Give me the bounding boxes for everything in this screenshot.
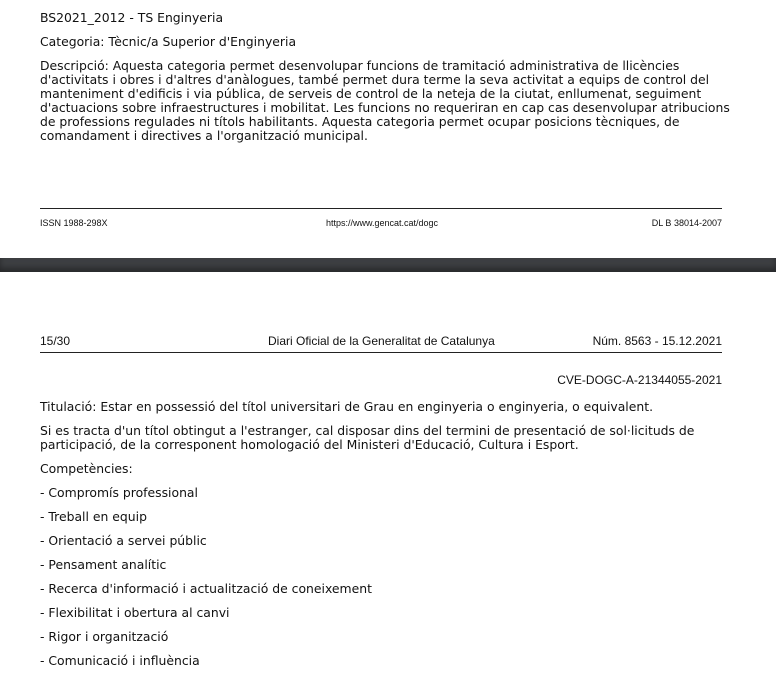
competency-item: - Treball en equip [40,509,147,524]
description-line: d'actuacions sobre infraestructures i mobilitat. Les funcions no requeriran en cap cas desenvolupar atribucions [40,100,730,116]
page-separator [0,258,776,272]
document-page-bottom [0,272,776,676]
category-line: Categoria: Tècnic/a Superior d'Enginyeria [40,34,297,49]
competency-item: - Pensament analític [40,557,167,572]
foreign-title-line: participació, de la corresponent homologació del Ministeri d'Educació, Cultura i Esport. [40,437,579,453]
description-line: d'activitats i obres i d'altres d'anàlogues, també permet dura terme la seva activitat a equips de control del [40,72,710,88]
footer-legal-deposit: DL B 38014-2007 [651,218,722,228]
foreign-title-paragraph [40,424,740,452]
description-paragraph [40,59,740,144]
description-line: comandament i directives a l'organització municipal. [40,128,368,144]
description-line: manteniment d'edificis i via pública, de serveis de control de la neteja de la ciutat, enllumenat, seguiment [40,86,702,102]
foreign-title-line: Si es tracta d'un títol obtingut a l'estranger, cal disposar dins del termini de presentació de sol·licituds de [40,423,695,438]
competency-item: - Comunicació i influència [40,653,200,668]
competency-item: - Compromís professional [40,485,198,500]
competency-item: - Rigor i organització [40,629,169,644]
competency-item: - Flexibilitat i obertura al canvi [40,605,230,620]
competencies-heading: Competències: [40,461,133,476]
footer-issn: ISSN 1988-298X [40,218,108,228]
header-rule [40,352,722,353]
footer-url: https://www.gencat.cat/dogc [326,218,439,228]
header-page-number: 15/30 [40,334,71,348]
header-issue-date: Núm. 8563 - 15.12.2021 [592,334,722,348]
job-code-line: BS2021_2012 - TS Enginyeria [40,10,224,25]
competency-item: - Orientació a servei públic [40,533,207,548]
header-journal-title: Diari Oficial de la Generalitat de Catalunya [268,334,495,348]
document-page-top [0,0,776,258]
footer-rule [40,208,722,209]
titulacio-line: Titulació: Estar en possessió del títol universitari de Grau en enginyeria o enginyeria, o equivalent. [40,399,654,414]
competency-item: - Recerca d'informació i actualització de coneixement [40,581,372,596]
description-line: de professions regulades ni títols habilitants. Aquesta categoria permet ocupar posicions tècniques, de [40,114,680,130]
cve-code: CVE-DOGC-A-21344055-2021 [557,373,722,387]
description-line: Descripció: Aquesta categoria permet desenvolupar funcions de tramitació administrativa de llicències [40,58,680,73]
